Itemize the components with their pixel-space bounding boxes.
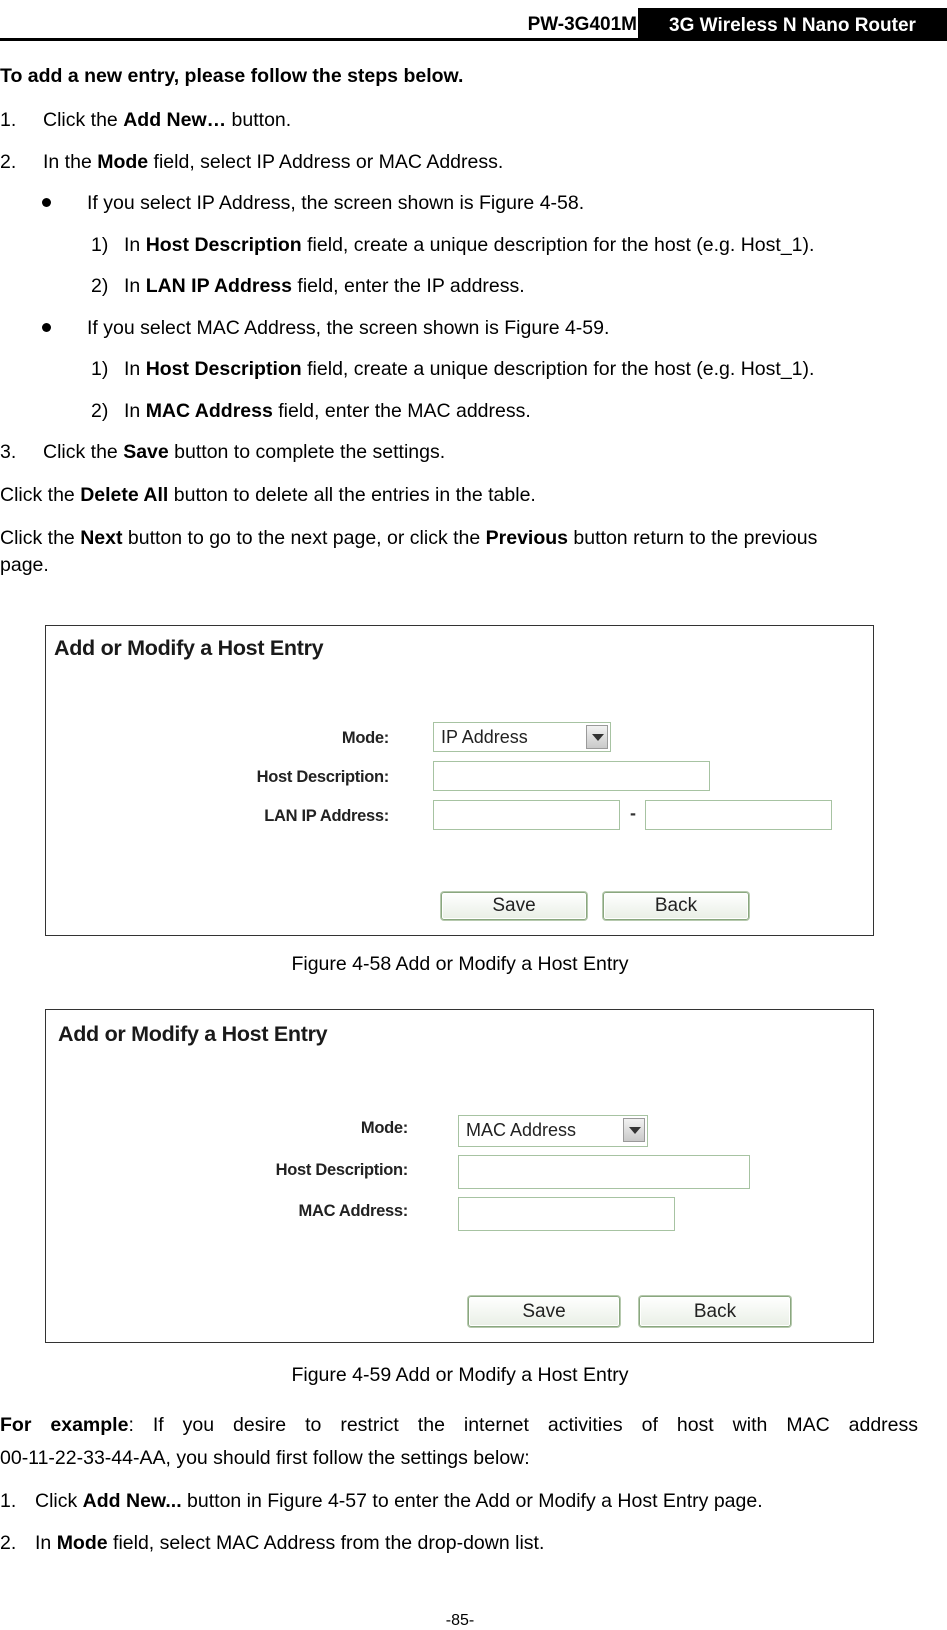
step-1: 1. Click the Add New… button. (0, 109, 292, 131)
model-name: PW-3G401M (527, 14, 637, 35)
intro-heading: To add a new entry, please follow the steps below. (0, 65, 464, 87)
step-number: 2. (0, 151, 17, 173)
step-number: 3. (0, 441, 17, 463)
next-previous-text-line2: page. (0, 554, 49, 576)
chevron-down-icon[interactable] (623, 1118, 645, 1142)
figure-4-58 (45, 625, 874, 936)
range-dash: - (630, 803, 636, 823)
mac-address-label: MAC Address: (298, 1202, 408, 1220)
back-button[interactable]: Back (639, 1296, 791, 1327)
mac-address-input[interactable] (458, 1197, 675, 1231)
sub-step-host-description: 1) In Host Description field, create a unique description for the host (e.g. Host_1). (91, 358, 815, 380)
figure-caption: Figure 4-59 Add or Modify a Host Entry (291, 1364, 629, 1386)
bullet-ip-address: If you select IP Address, the screen shown is Figure 4-58. (87, 192, 585, 214)
sub-step-host-description: 1) In Host Description field, create a unique description for the host (e.g. Host_1). (91, 234, 815, 256)
delete-all-text: Click the Delete All button to delete all the entries in the table. (0, 484, 536, 506)
bullet-mac-address: If you select MAC Address, the screen shown is Figure 4-59. (87, 317, 610, 339)
lan-ip-end-input[interactable] (645, 800, 832, 830)
example-step-1: 1. Click Add New... button in Figure 4-57 to enter the Add or Modify a Host Entry page. (0, 1490, 763, 1512)
step-3: 3. Click the Save button to complete the settings. (0, 441, 446, 463)
page-number: -85- (445, 1612, 475, 1629)
figure-4-59 (45, 1009, 874, 1343)
host-description-input[interactable] (458, 1155, 750, 1189)
host-description-label: Host Description: (256, 768, 389, 786)
example-step-2: 2. In Mode field, select MAC Address from the drop-down list. (0, 1532, 545, 1554)
step-number: 1. (0, 109, 17, 131)
example-paragraph: For example: If you desire to restrict the internet activities of host with MAC address (0, 1414, 918, 1436)
example-paragraph-line2: 00-11-22-33-44-AA, you should first follow the settings below: (0, 1447, 530, 1469)
mode-select[interactable]: IP Address (433, 722, 611, 752)
page-header (0, 0, 947, 42)
lan-ip-address-label: LAN IP Address: (264, 807, 389, 825)
bullet-icon (42, 198, 51, 207)
figure-title: Add or Modify a Host Entry (58, 1022, 328, 1046)
save-button[interactable]: Save (441, 892, 587, 920)
back-button[interactable]: Back (603, 892, 749, 920)
figure-caption: Figure 4-58 Add or Modify a Host Entry (291, 953, 629, 975)
bullet-icon (42, 323, 51, 332)
chevron-down-icon[interactable] (586, 725, 608, 749)
mode-select[interactable]: MAC Address (458, 1115, 648, 1147)
mode-label: Mode: (360, 1119, 408, 1137)
figure-title: Add or Modify a Host Entry (54, 636, 324, 660)
mode-label: Mode: (341, 729, 389, 747)
lan-ip-start-input[interactable] (433, 800, 620, 830)
step-2: 2. In the Mode field, select IP Address or MAC Address. (0, 151, 504, 173)
host-description-label: Host Description: (275, 1161, 408, 1179)
header-rule (0, 38, 947, 41)
product-name: 3G Wireless N Nano Router (638, 8, 947, 41)
sub-step-lan-ip: 2) In LAN IP Address field, enter the IP address. (91, 275, 525, 297)
sub-step-mac: 2) In MAC Address field, enter the MAC address. (91, 400, 531, 422)
host-description-input[interactable] (433, 761, 710, 791)
save-button[interactable]: Save (468, 1296, 620, 1327)
next-previous-text: Click the Next button to go to the next page, or click the Previous button return to the previous (0, 527, 818, 549)
